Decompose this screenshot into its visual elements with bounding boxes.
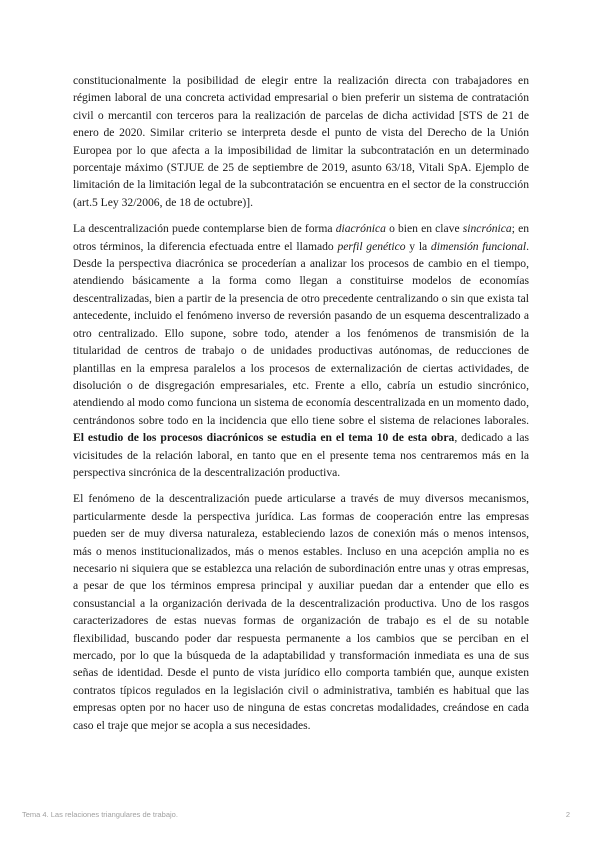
paragraph-decentralization-mechanisms	[73, 490, 529, 734]
text-run: constitucionalmente la posibilidad de elegir entre la realización directa con trabajadores en régimen laboral de una concreta actividad empresarial o bien preferir un sistema de contratación civil o mercantil con terceros para la realización de parcelas de dicha actividad [STS de 21 de enero de 2020. Similar criterio se interpreta desde el punto de vista del Derecho de la Unión Europea por lo que afecta a la imposibilidad de limitar la subcontratación en un determinado porcentaje máximo (STJUE de 25 de septiembre de 2019, asunto 63/18, Vitali SpA. Ejemplo de limitación de la limitación legal de la subcontratación se encuentra en el sector de la construcción (art.5 Ley 32/2006, de 18 de octubre)].	[73, 74, 529, 209]
bold-emphasis: El estudio de los procesos diacrónicos se estudia en el tema 10 de esta obra	[73, 431, 455, 445]
footer-page-number: 2	[565, 810, 570, 819]
italic-term: sincrónica	[462, 222, 512, 236]
italic-term: perfil genético	[337, 239, 406, 253]
text-run: La descentralización puede contemplarse bien de forma	[73, 222, 336, 236]
text-run: El fenómeno de la descentralización puede articularse a través de muy diversos mecanismos, particularmente desde la perspectiva jurídica. Las formas de cooperación entre las empresas pueden ser de muy diversa naturaleza, estableciendo lazos de conexión más o menos intensos, más o menos institucionalizados, más o menos estables. Incluso en una acepción amplia no es necesario ni siquiera que se establezca una relación de subordinación entre unas y otras empresas, a pesar de que los términos empresa principal y auxiliar puedan dar a entender que ello es consustancial a la organización derivada de la descentralización productiva. Uno de los rasgos caracterizadores de estas nuevas formas de organización de trabajo es el de su notable flexibilidad, buscando poder dar respuesta permanente a los cambios que se perciban en el mercado, por lo que la búsqueda de la adaptabilidad y transformación inmediata es una de sus señas de identidad. Desde el punto de vista jurídico ello comporta también que, aunque existen contratos típicos regulados en la legislación civil o administrativa, también es habitual que las empresas opten por no hacer uso de ninguna de estas concretas modalidades, creándose en cada caso el traje que mejor se acopla a sus necesidades.	[73, 492, 529, 732]
text-run: ; en otros términos, la diferencia efectuada entre el llamado	[73, 222, 530, 253]
italic-term: diacrónica	[335, 222, 386, 236]
text-run: o bien en clave	[385, 222, 463, 236]
italic-term: dimensión funcional	[430, 239, 527, 253]
text-run: . Desde la perspectiva diacrónica se procederían a analizar los procesos de cambio en el tiempo, atendiendo básicamente a la forma como llegan a constituirse modelos de economías descentralizadas, bien a partir de la presencia de otro precedente centralizando o sin que exista tal antecedente, incluido el fenómeno inverso de reversión pasando de un esquema descentralizado a otro centralizado. Ello supone, sobre todo, atender a los fenómenos de transmisión de la titularidad de centros de trabajo o de unidades productivas autónomas, de reducciones de plantillas en la empresa paralelos a los procesos de externalización de ciertas actividades, de disolución o de disgregación empresariales, etc. Frente a ello, cabría un estudio sincrónico, atendiendo al modo como funciona un sistema de economía descentralizada en un momento dado, centrándonos sobre todo en la incidencia que ello tiene sobre el sistema de relaciones laborales.	[73, 239, 530, 427]
paragraph-diachronic-synchronic	[73, 220, 529, 481]
paragraph-subcontracting-freedom	[73, 72, 529, 211]
text-run: y la	[405, 239, 431, 253]
text-run: , dedicado a las vicisitudes de la relación laboral, en tanto que en el presente tema nos centraremos más en la perspectiva sincrónica de la descentralización productiva.	[73, 431, 530, 479]
document-body	[73, 72, 529, 743]
footer-chapter-title: Tema 4. Las relaciones triangulares de trabajo.	[22, 810, 178, 819]
